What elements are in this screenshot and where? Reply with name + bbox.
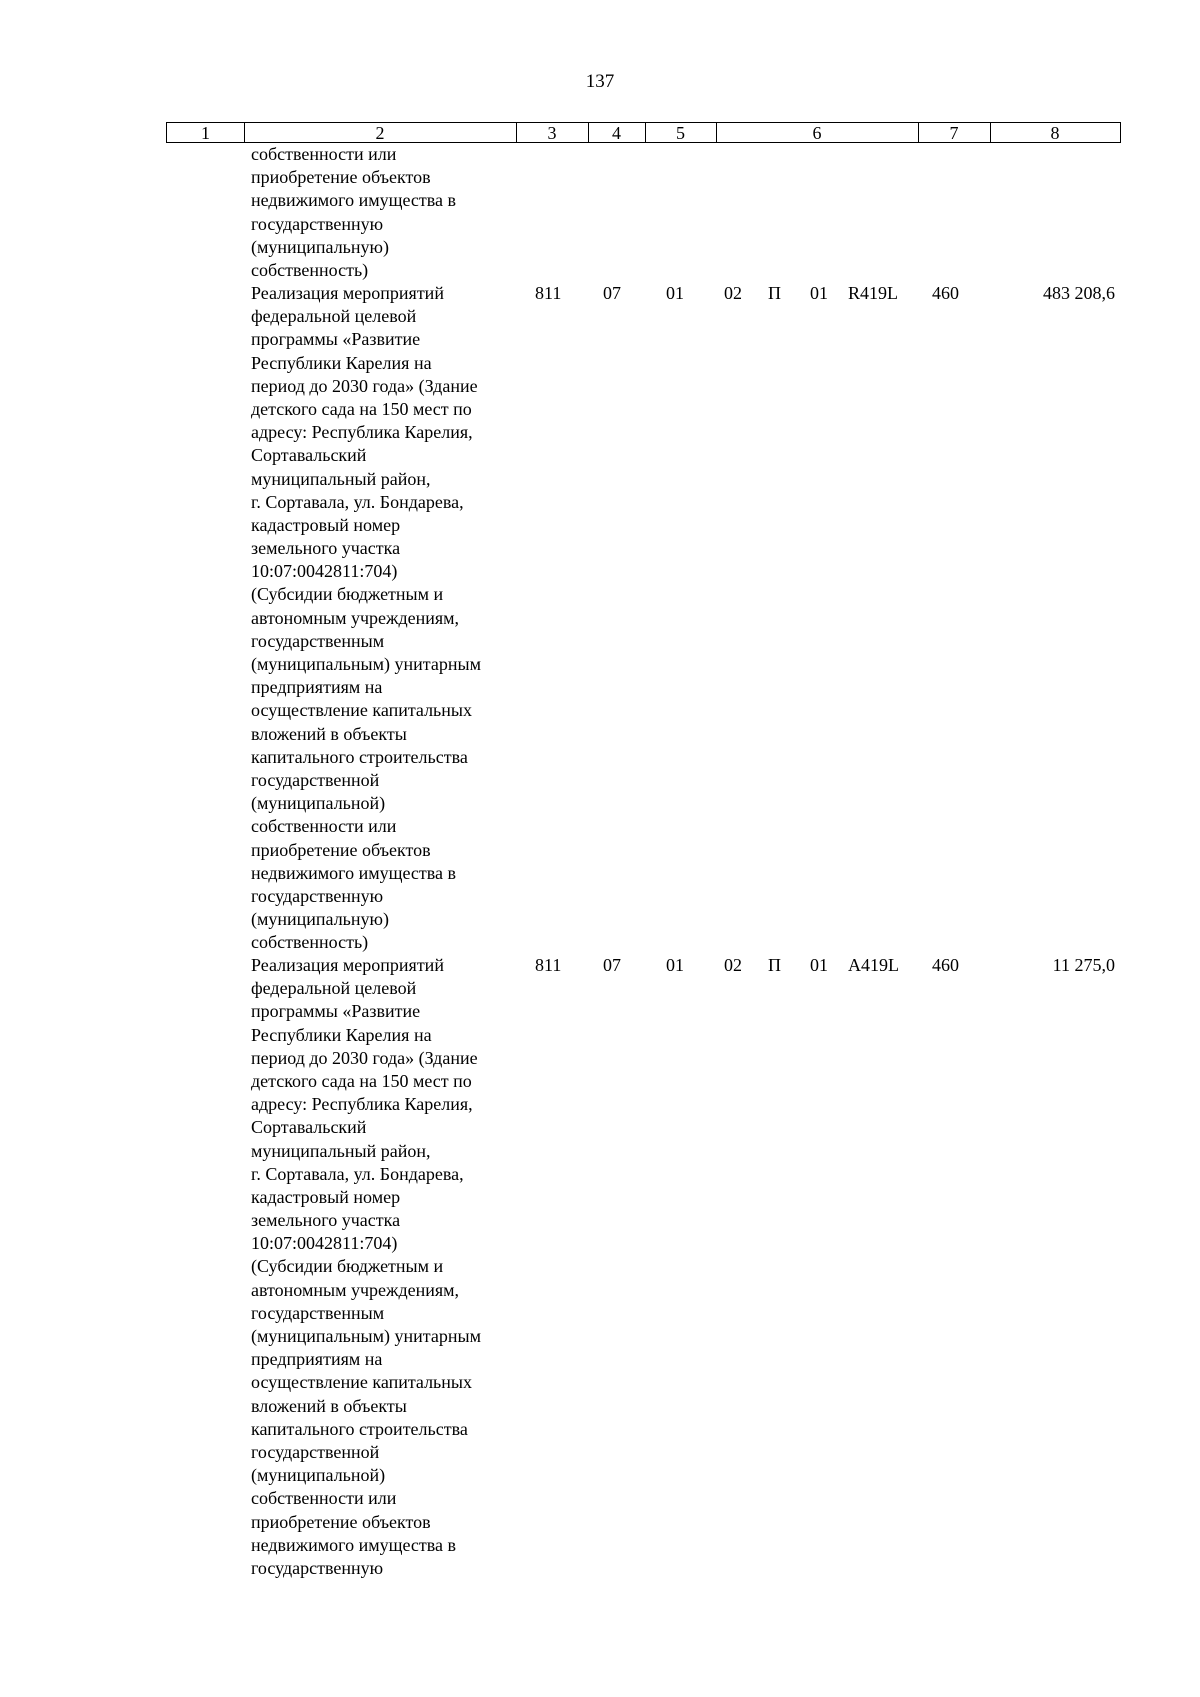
row-1-section-code: 07 bbox=[603, 283, 621, 303]
text-line: предприятиям на bbox=[251, 677, 383, 698]
column-header-8: 8 bbox=[1050, 123, 1060, 143]
column-header-3: 3 bbox=[547, 123, 557, 143]
text-line: земельного участка bbox=[251, 538, 401, 559]
row-1-expense-type: 460 bbox=[932, 283, 959, 303]
column-header-7: 7 bbox=[949, 123, 959, 143]
text-line: адресу: Республика Карелия, bbox=[251, 422, 473, 443]
text-line: кадастровый номер bbox=[251, 1186, 401, 1207]
text-line: недвижимого имущества в bbox=[251, 1534, 456, 1555]
text-line: (Субсидии бюджетным и bbox=[251, 584, 444, 605]
text-line: капитального строительства bbox=[251, 746, 468, 767]
text-line: программы «Развитие bbox=[251, 1001, 421, 1022]
text-line: вложений в объекты bbox=[251, 723, 407, 744]
table-header bbox=[166, 122, 1121, 143]
text-line: собственности или bbox=[251, 144, 397, 164]
text-line: Реализация мероприятий bbox=[251, 283, 444, 303]
column-header-4: 4 bbox=[612, 123, 621, 143]
text-line: муниципальный район, bbox=[251, 468, 431, 489]
text-line: государственную bbox=[251, 213, 384, 234]
text-line: федеральной целевой bbox=[251, 978, 417, 999]
text-line: муниципальный район, bbox=[251, 1140, 431, 1161]
text-line: федеральной целевой bbox=[251, 306, 417, 327]
text-line: Республики Карелия на bbox=[251, 352, 432, 373]
text-line: автономным учреждениям, bbox=[251, 1279, 460, 1300]
row-1-subprogram-code: П bbox=[768, 283, 781, 303]
column-header-2: 2 bbox=[375, 123, 385, 143]
text-line: собственности или bbox=[251, 816, 397, 837]
row-2-subprogram-code: П bbox=[768, 955, 781, 975]
text-line: адресу: Республика Карелия, bbox=[251, 1094, 473, 1115]
row-2-ministry-code: 811 bbox=[535, 955, 562, 975]
text-line: (муниципальным) унитарным bbox=[251, 1326, 481, 1346]
text-line: земельного участка bbox=[251, 1210, 401, 1231]
text-line: собственности или bbox=[251, 1488, 397, 1509]
text-line: г. Сортавала, ул. Бондарева, bbox=[251, 491, 464, 512]
text-line: г. Сортавала, ул. Бондарева, bbox=[251, 1163, 464, 1184]
row-1-description bbox=[251, 282, 521, 954]
text-line: вложений в объекты bbox=[251, 1395, 407, 1416]
text-line: государственным bbox=[251, 1302, 385, 1323]
row-2-expense-type: 460 bbox=[932, 955, 959, 975]
continuation-description bbox=[251, 143, 521, 282]
column-header-5: 5 bbox=[676, 123, 685, 143]
page-number: 137 bbox=[585, 71, 615, 92]
row-1-subsection-code: 01 bbox=[666, 283, 684, 303]
text-line: период до 2030 года» (Здание bbox=[251, 375, 478, 396]
text-line: 10:07:0042811:704) bbox=[251, 561, 398, 582]
text-line: детского сада на 150 мест по bbox=[251, 398, 472, 419]
text-line: государственную bbox=[251, 885, 384, 906]
row-2-program-code: 02 bbox=[724, 955, 742, 975]
text-line: приобретение объектов bbox=[251, 839, 431, 860]
row-1-program-code: 02 bbox=[724, 283, 742, 303]
text-line: Сортавальский bbox=[251, 1117, 367, 1138]
text-line: предприятиям на bbox=[251, 1349, 383, 1370]
text-line: государственной bbox=[251, 769, 380, 790]
text-line: государственную bbox=[251, 1557, 384, 1578]
row-2-subsection-code: 01 bbox=[666, 955, 684, 975]
row-1-ministry-code: 811 bbox=[535, 283, 562, 303]
text-line: автономным учреждениям, bbox=[251, 607, 460, 628]
row-2-section-code: 07 bbox=[603, 955, 621, 975]
row-1-event-code: 01 bbox=[810, 283, 828, 303]
text-line: Реализация мероприятий bbox=[251, 955, 444, 975]
row-2-description bbox=[251, 954, 521, 1580]
row-2-event-code: 01 bbox=[810, 955, 828, 975]
text-line: период до 2030 года» (Здание bbox=[251, 1047, 478, 1068]
text-line: государственной bbox=[251, 1441, 380, 1462]
text-line: детского сада на 150 мест по bbox=[251, 1070, 472, 1091]
row-1-amount: 483 208,6 bbox=[1043, 283, 1115, 303]
row-2-amount: 11 275,0 bbox=[1052, 955, 1115, 975]
column-header-6: 6 bbox=[812, 123, 822, 143]
text-line: приобретение объектов bbox=[251, 167, 431, 188]
text-line: недвижимого имущества в bbox=[251, 190, 456, 211]
row-1-direction-code: R419L bbox=[848, 283, 899, 303]
text-line: (муниципальную) bbox=[251, 909, 389, 930]
text-line: собственность) bbox=[251, 259, 369, 280]
text-line: (муниципальной) bbox=[251, 1465, 386, 1486]
text-line: программы «Развитие bbox=[251, 329, 421, 350]
text-line: осуществление капитальных bbox=[251, 1372, 472, 1393]
text-line: осуществление капитальных bbox=[251, 700, 472, 721]
text-line: (муниципальной) bbox=[251, 793, 386, 814]
column-header-1: 1 bbox=[201, 123, 210, 143]
text-line: (муниципальным) унитарным bbox=[251, 654, 481, 674]
text-line: 10:07:0042811:704) bbox=[251, 1233, 398, 1254]
text-line: Сортавальский bbox=[251, 445, 367, 466]
text-line: (муниципальную) bbox=[251, 236, 389, 257]
text-line: (Субсидии бюджетным и bbox=[251, 1256, 444, 1277]
text-line: государственным bbox=[251, 630, 385, 651]
text-line: недвижимого имущества в bbox=[251, 862, 456, 883]
row-2-direction-code: A419L bbox=[848, 955, 899, 975]
text-line: капитального строительства bbox=[251, 1418, 468, 1439]
text-line: собственность) bbox=[251, 932, 369, 953]
text-line: приобретение объектов bbox=[251, 1511, 431, 1532]
text-line: Республики Карелия на bbox=[251, 1024, 432, 1045]
text-line: кадастровый номер bbox=[251, 514, 401, 535]
